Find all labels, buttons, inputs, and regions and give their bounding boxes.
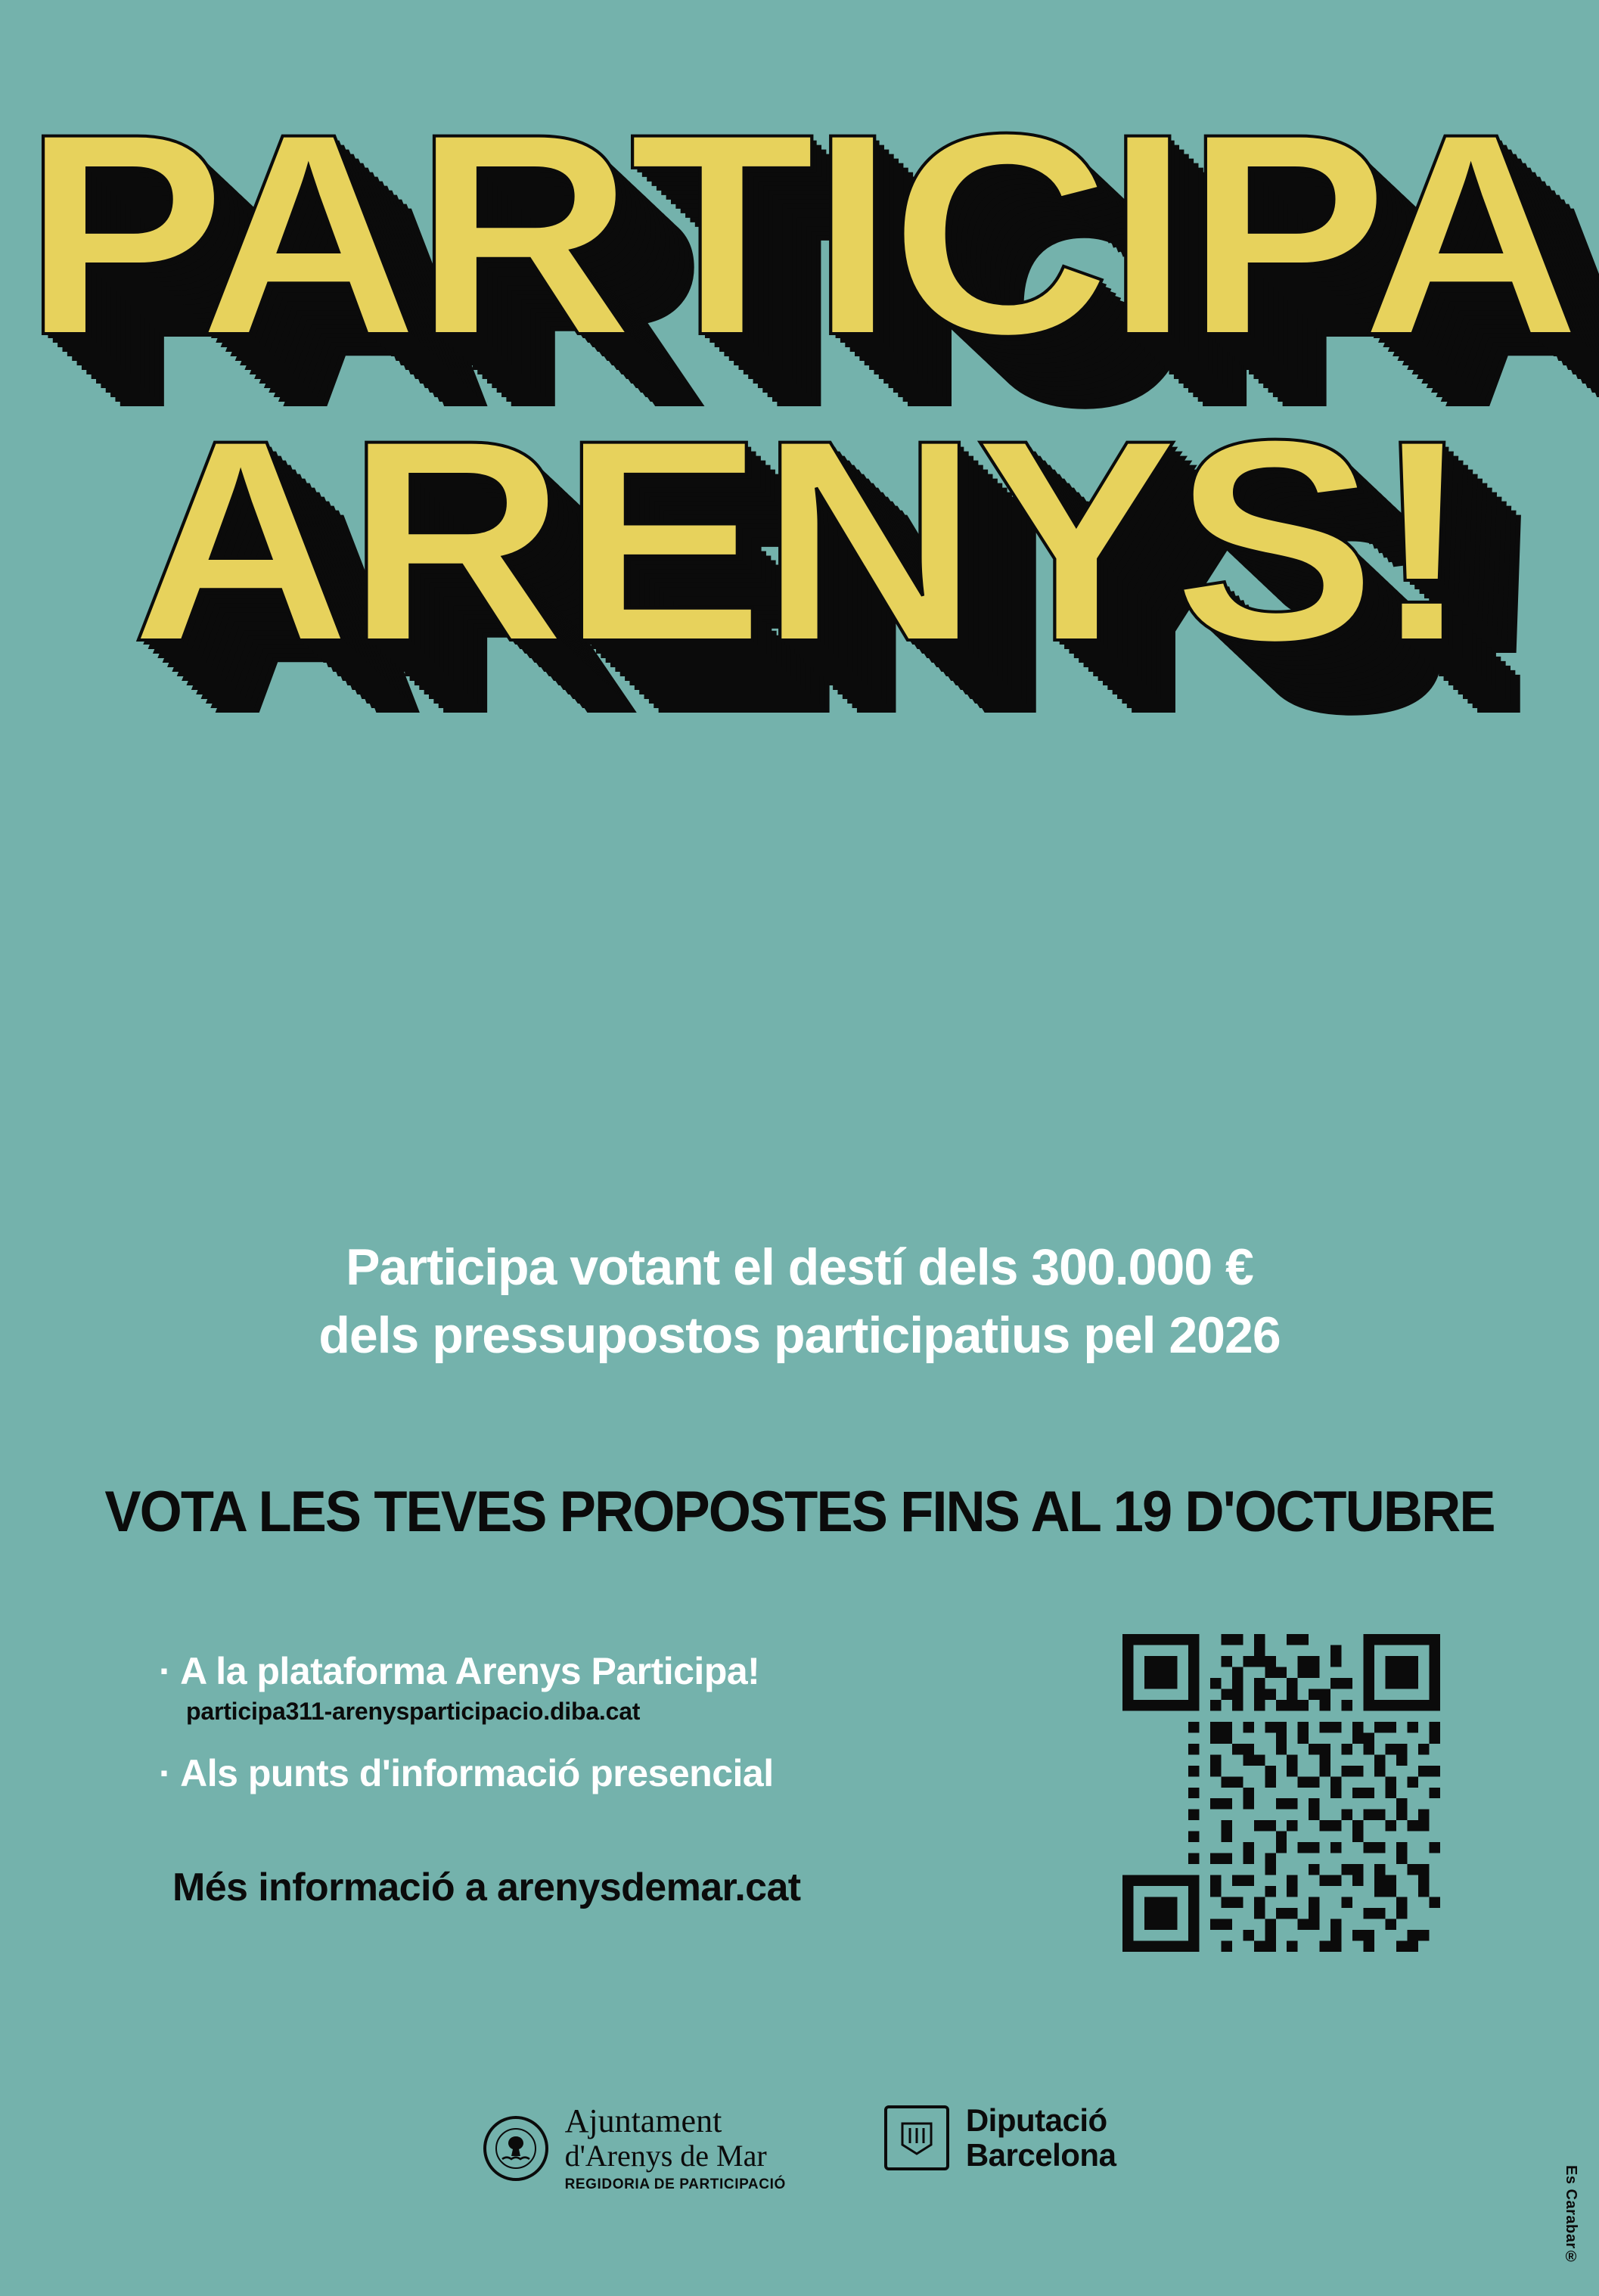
call-to-action-banner: VOTA LES TEVES PROPOSTES FINS AL 19 D'OCTUBRE: [104, 1480, 1495, 1544]
logo-subtitle: d'Arenys de Mar: [564, 2139, 767, 2173]
bullet-text-1: A la plataforma Arenys Participa!: [180, 1650, 760, 1692]
qr-code-icon[interactable]: [1122, 1634, 1440, 1952]
headline-line-2: ARENYS!: [130, 380, 1469, 702]
subtitle-line-2: dels pressupostos participatius pel 2026: [318, 1306, 1281, 1365]
bullet-list: [159, 1649, 1104, 1795]
bullet-marker-icon: ·: [159, 1650, 172, 1692]
list-item: [159, 1751, 1104, 1795]
logo-subtitle: Barcelona: [965, 2137, 1116, 2173]
bullet-marker-icon: ·: [159, 1752, 172, 1794]
logo-row: [0, 2103, 1599, 2193]
subtitle-line-1: Participa votant el destí dels 300.000 €: [346, 1238, 1253, 1296]
poster-subtitle: [0, 1233, 1599, 1370]
logo-tagline: REGIDORIA DE PARTICIPACIÓ: [564, 2176, 786, 2193]
more-info-text: Més informació a arenysdemar.cat: [172, 1866, 801, 1909]
headline-line-1: PARTICIPA: [23, 73, 1576, 395]
poster-headline: [0, 73, 1599, 702]
tree-emblem-icon: [483, 2116, 548, 2181]
logo-text-diputacio: [966, 2103, 1116, 2173]
logo-ajuntament-arenys-de-mar: [483, 2103, 786, 2193]
platform-url[interactable]: participa311-arenysparticipacio.diba.cat: [186, 1698, 641, 1725]
bullet-text-2: Als punts d'informació presencial: [180, 1752, 774, 1794]
logo-text-ajuntament: [565, 2103, 786, 2193]
logo-diputacio-barcelona: [884, 2103, 1116, 2173]
list-item: [159, 1649, 1104, 1693]
designer-credit: Es Carabar®: [1563, 2164, 1579, 2266]
barcelona-crest-icon: [884, 2105, 949, 2170]
logo-title: Diputació: [965, 2102, 1107, 2138]
info-area: [0, 1649, 1599, 1967]
logo-title: Ajuntament: [564, 2102, 722, 2139]
